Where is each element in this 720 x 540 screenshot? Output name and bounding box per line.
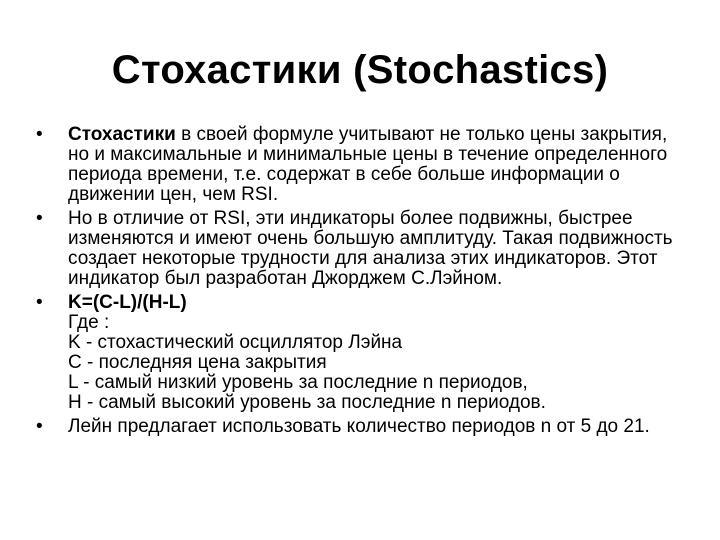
formula-legend-line: K - стохастический осциллятор Лэйна — [68, 332, 403, 353]
bullet-lead-term: Стохастики — [68, 124, 176, 145]
bullet-marker: • — [36, 208, 43, 229]
bullet-text: Но в отличие от RSI, эти индикаторы более подвижны, быстрее изменяются и имеют очень большую амплитуду. Такая подвижность создает некоторые трудности для анализа этих индикаторов. Этот индикатор был разработан Джорджем С.Лэйном. — [68, 208, 673, 289]
bullet-text: в своей формуле учитывают не только цены закрытия, но и максимальные и минимальные цены в течение определенного периода времени, т.е. содержат в себе больше информации о движении цен, чем RSI. — [68, 124, 668, 205]
bullet-item-3 — [36, 293, 676, 413]
formula-legend-line: C - последняя цена закрытия — [68, 352, 327, 373]
bullet-marker: • — [36, 292, 43, 313]
formula: K=(C-L)/(H-L) — [68, 292, 187, 313]
bullet-marker: • — [36, 416, 43, 437]
bullet-item-4 — [36, 417, 676, 437]
formula-legend-line: L - самый низкий уровень за последние n периодов, — [68, 372, 528, 393]
bullet-text: Лейн предлагает использовать количество периодов n от 5 до 21. — [68, 416, 650, 437]
formula-legend-line: Где : — [68, 312, 110, 333]
formula-legend — [68, 313, 676, 413]
formula-legend-line: H - самый высокий уровень за последние n периодов. — [68, 392, 546, 413]
bullet-list — [36, 125, 676, 441]
bullet-item-1 — [36, 125, 676, 205]
bullet-item-2 — [36, 209, 676, 289]
slide-title: Стохастики (Stochastics) — [111, 48, 609, 92]
bullet-marker: • — [36, 124, 43, 145]
